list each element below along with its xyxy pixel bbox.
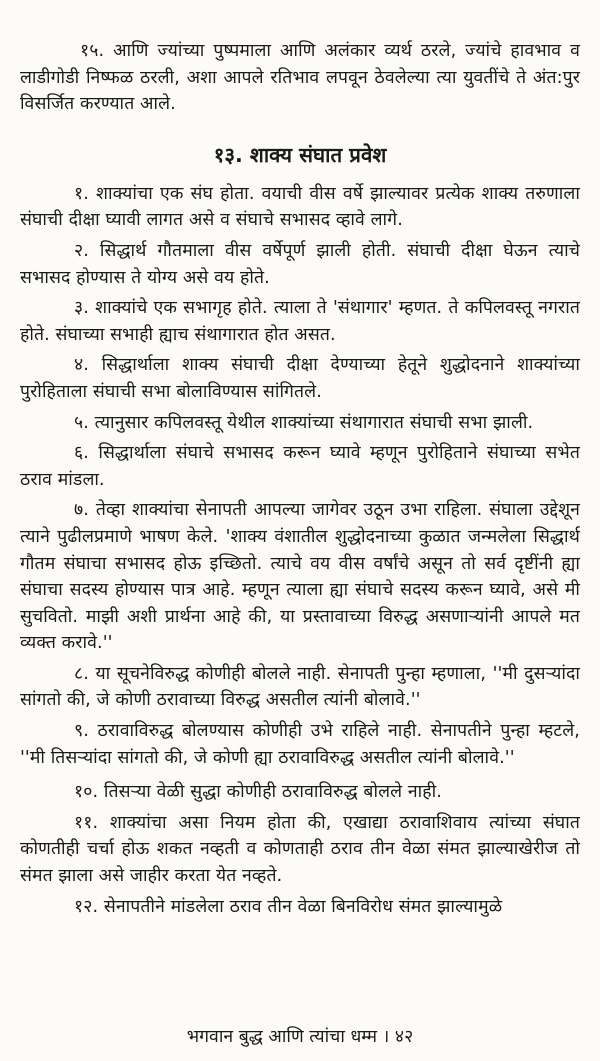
paragraph-10: १०. तिसऱ्या वेळी सुद्धा कोणीही ठरावाविरुद्ध बोलले नाही. [74,782,442,803]
section-heading: १३. शाक्य संघात प्रवेश [213,142,387,167]
paragraph-1: १. शाक्यांचा एक संघ होता. वयाची वीस वर्षे झाल्यावर प्रत्येक शाक्य तरुणाला संघाची दीक्षा घ्यावी लागत असे व संघाचे सभासद व्हावे लागे. [20,183,580,231]
paragraph-5: ५. त्यानुसार कपिलवस्तू येथील शाक्यांच्या संथागारात संघाची सभा झाली. [74,412,534,433]
paragraph-9: ९. ठरावाविरुद्ध बोलण्यास कोणीही उभे राहिले नाही. सेनापतीने पुन्हा म्हटले, ''मी तिसऱ्यांदा सांगतो की, जे कोणी ह्या ठरावाविरुद्ध असतील त्यांनी बोलावे.'' [20,721,580,768]
paragraph-7: ७. तेव्हा शाक्यांचा सेनापती आपल्या जागेवर उठून उभा राहिला. संघाला उद्देशून त्याने पुढीलप्रमाणे भाषण केले. 'शाक्य वंशातील शुद्धोदनाच्या कुळात जन्मलेला सिद्धार्थ गौतम संघाचा सभासद होऊ इच्छितो. त्याचे वय वीस वर्षांचे असून तो सर्व दृष्टींनी ह्या संघाचा सदस्य होण्यास पात्र आहे. म्हणून त्याला ह्या संघाचे सदस्य करून घ्यावे, असे मी सुचवितो. माझी अशी प्रार्थना आहे की, या प्रस्तावाच्या विरुद्ध असणाऱ्यांनी आपले मत व्यक्त करावे.'' [20,500,580,654]
paragraph-3: ३. शाक्यांचे एक सभागृह होते. त्याला ते 'संथागार' म्हणत. ते कपिलवस्तू नगरात होते. संघाच्या सभाही ह्याच संथागारात होत असत. [20,298,580,345]
paragraph-11: ११. शाक्यांचा असा नियम होता की, एखाद्या ठरावाशिवाय त्यांच्या संघात कोणतीही चर्चा होऊ शकत नव्हती व कोणताही ठराव तीन वेळा संमत झाल्याखेरीज तो संमत झाला असे जाहीर करता येत नव्हते. [20,812,580,887]
paragraph-12: १२. सेनापतीने मांडलेला ठराव तीन वेळा बिनविरोध संमत झाल्यामुळे [74,896,503,917]
paragraph-2: २. सिद्धार्थ गौतमाला वीस वर्षेपूर्ण झाली होती. संघाची दीक्षा घेऊन त्याचे सभासद होण्यास ते योग्य असे वय होते. [20,240,580,288]
page-footer: भगवान बुद्ध आणि त्यांचा धम्म । ४२ [186,1027,414,1047]
paragraph-4: ४. सिद्धार्थाला शाक्य संघाची दीक्षा देण्याच्या हेतूने शुद्धोदनाने शाक्यांच्या पुरोहिताला संघाची सभा बोलाविण्यास सांगितले. [20,355,580,402]
opening-paragraph: १५. आणि ज्यांच्या पुष्पमाला आणि अलंकार व्यर्थ ठरले, ज्यांचे हावभाव व लाडीगोडी निष्फळ ठरली, अशा आपले रतिभाव लपवून ठेवलेल्या त्या युवतींचे ते अंत:पुर विसर्जित करण्यात आले. [20,41,580,115]
paragraph-8: ८. या सूचनेविरुद्ध कोणीही बोलले नाही. सेनापती पुन्हा म्हणाला, ''मी दुसऱ्यांदा सांगतो की, जे कोणी ठरावाच्या विरुद्ध असतील त्यांनी बोलावे.'' [20,663,580,711]
paragraph-6: ६. सिद्धार्थाला संघाचे सभासद करून घ्यावे म्हणून पुरोहिताने संघाच्या सभेत ठराव मांडला. [20,443,580,490]
